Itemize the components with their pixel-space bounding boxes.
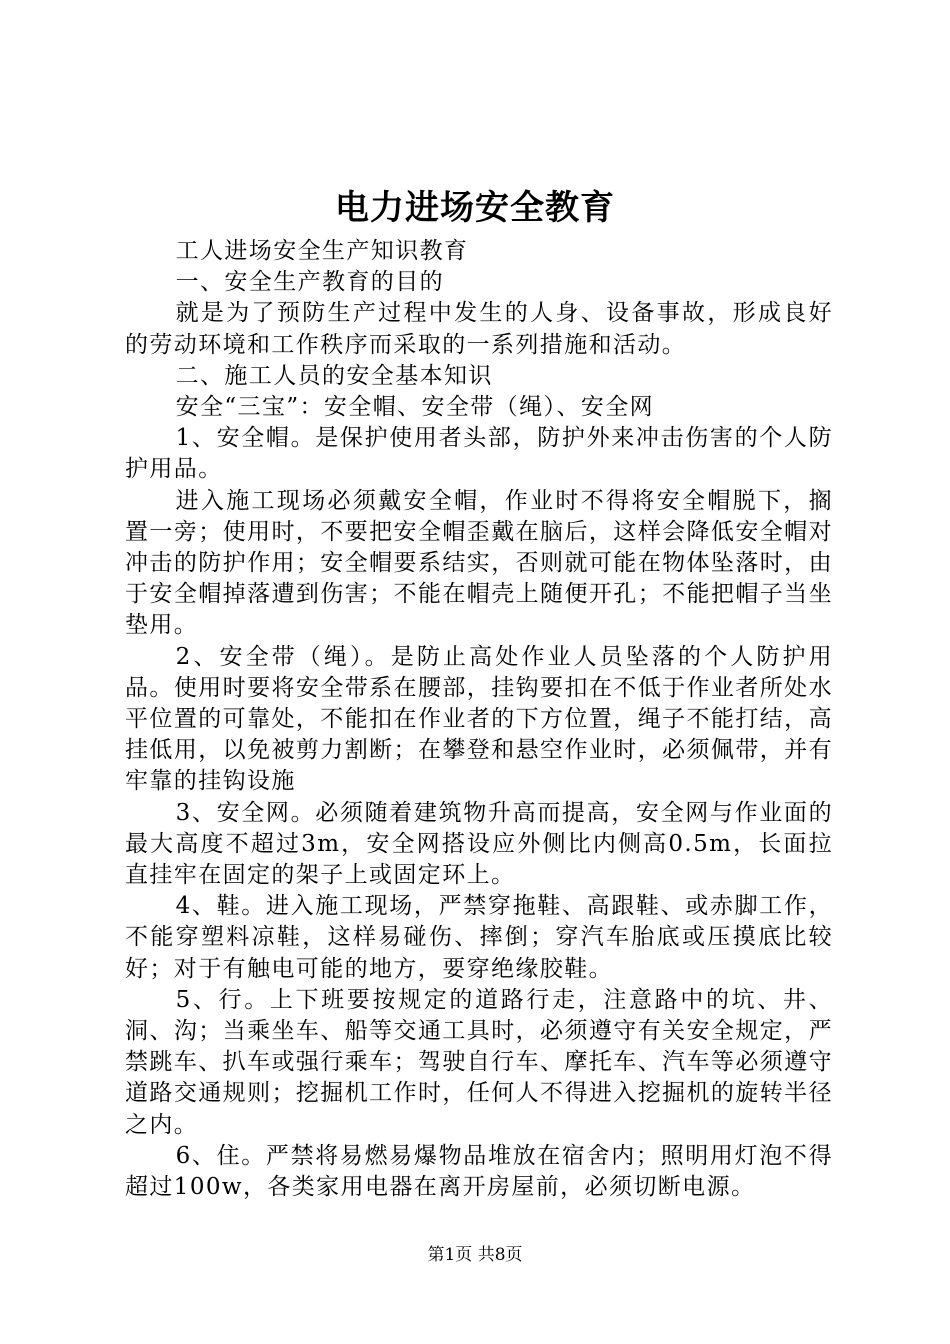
body-paragraph: 1、安全帽。是保护使用者头部，防护外来冲击伤害的个人防护用品。 xyxy=(125,425,833,483)
body-paragraph: 进入施工现场必须戴安全帽，作业时不得将安全帽脱下，搁置一旁；使用时，不要把安全帽歪戴在脑后，这样会降低安全帽对冲击的防护作用；安全帽要系结实，否则就可能在物体坠落时，由于安全帽掉落遭到伤害；不能在帽壳上随便开孔；不能把帽子当坐垫用。 xyxy=(125,487,833,639)
body-paragraph: 4、鞋。进入施工现场，严禁穿拖鞋、高跟鞋、或赤脚工作，不能穿塑料凉鞋，这样易碰伤、摔倒；穿汽车胎底或压摸底比较好；对于有触电可能的地方，要穿绝缘胶鞋。 xyxy=(125,893,833,982)
body-paragraph: 2、安全带（绳）。是防止高处作业人员坠落的个人防护用品。使用时要将安全带系在腰部，挂钩要扣在不低于作业者所处水平位置的可靠处，不能扣在作业者的下方位置，绳子不能打结，高挂低用，以免被剪力割断；在攀登和悬空作业时，必须佩带，并有牢靠的挂钩设施 xyxy=(125,643,833,795)
section-heading: 一、安全生产教育的目的 xyxy=(175,269,444,296)
body-paragraph: 就是为了预防生产过程中发生的人身、设备事故，形成良好的劳动环境和工作秩序而采取的一系列措施和活动。 xyxy=(125,300,833,358)
page-number-footer: 第1页 共8页 xyxy=(427,1245,523,1265)
body-paragraph: 6、住。严禁将易燃易爆物品堆放在宿舍内；照明用灯泡不得超过100w，各类家用电器在离开房屋前，必须切断电源。 xyxy=(125,1142,833,1201)
section-heading: 二、施工人员的安全基本知识 xyxy=(175,362,493,389)
body-paragraph: 安全“三宝”：安全帽、安全带（绳）、安全网 xyxy=(175,394,655,421)
document-title: 电力进场安全教育 xyxy=(335,188,615,228)
section-heading: 工人进场安全生产知识教育 xyxy=(175,238,469,264)
body-paragraph: 5、行。上下班要按规定的道路行走，注意路中的坑、井、洞、沟；当乘坐车、船等交通工具时，必须遵守有关安全规定，严禁跳车、扒车或强行乘车；驾驶自行车、摩托车、汽车等必须遵守道路交通规则；挖掘机工作时，任何人不得进入挖掘机的旋转半径之内。 xyxy=(125,986,833,1138)
body-paragraph: 3、安全网。必须随着建筑物升高而提高，安全网与作业面的最大高度不超过3m，安全网搭设应外侧比内侧高0.5m，长面拉直挂牢在固定的架子上或固定环上。 xyxy=(125,799,833,889)
document-body xyxy=(125,236,833,1203)
